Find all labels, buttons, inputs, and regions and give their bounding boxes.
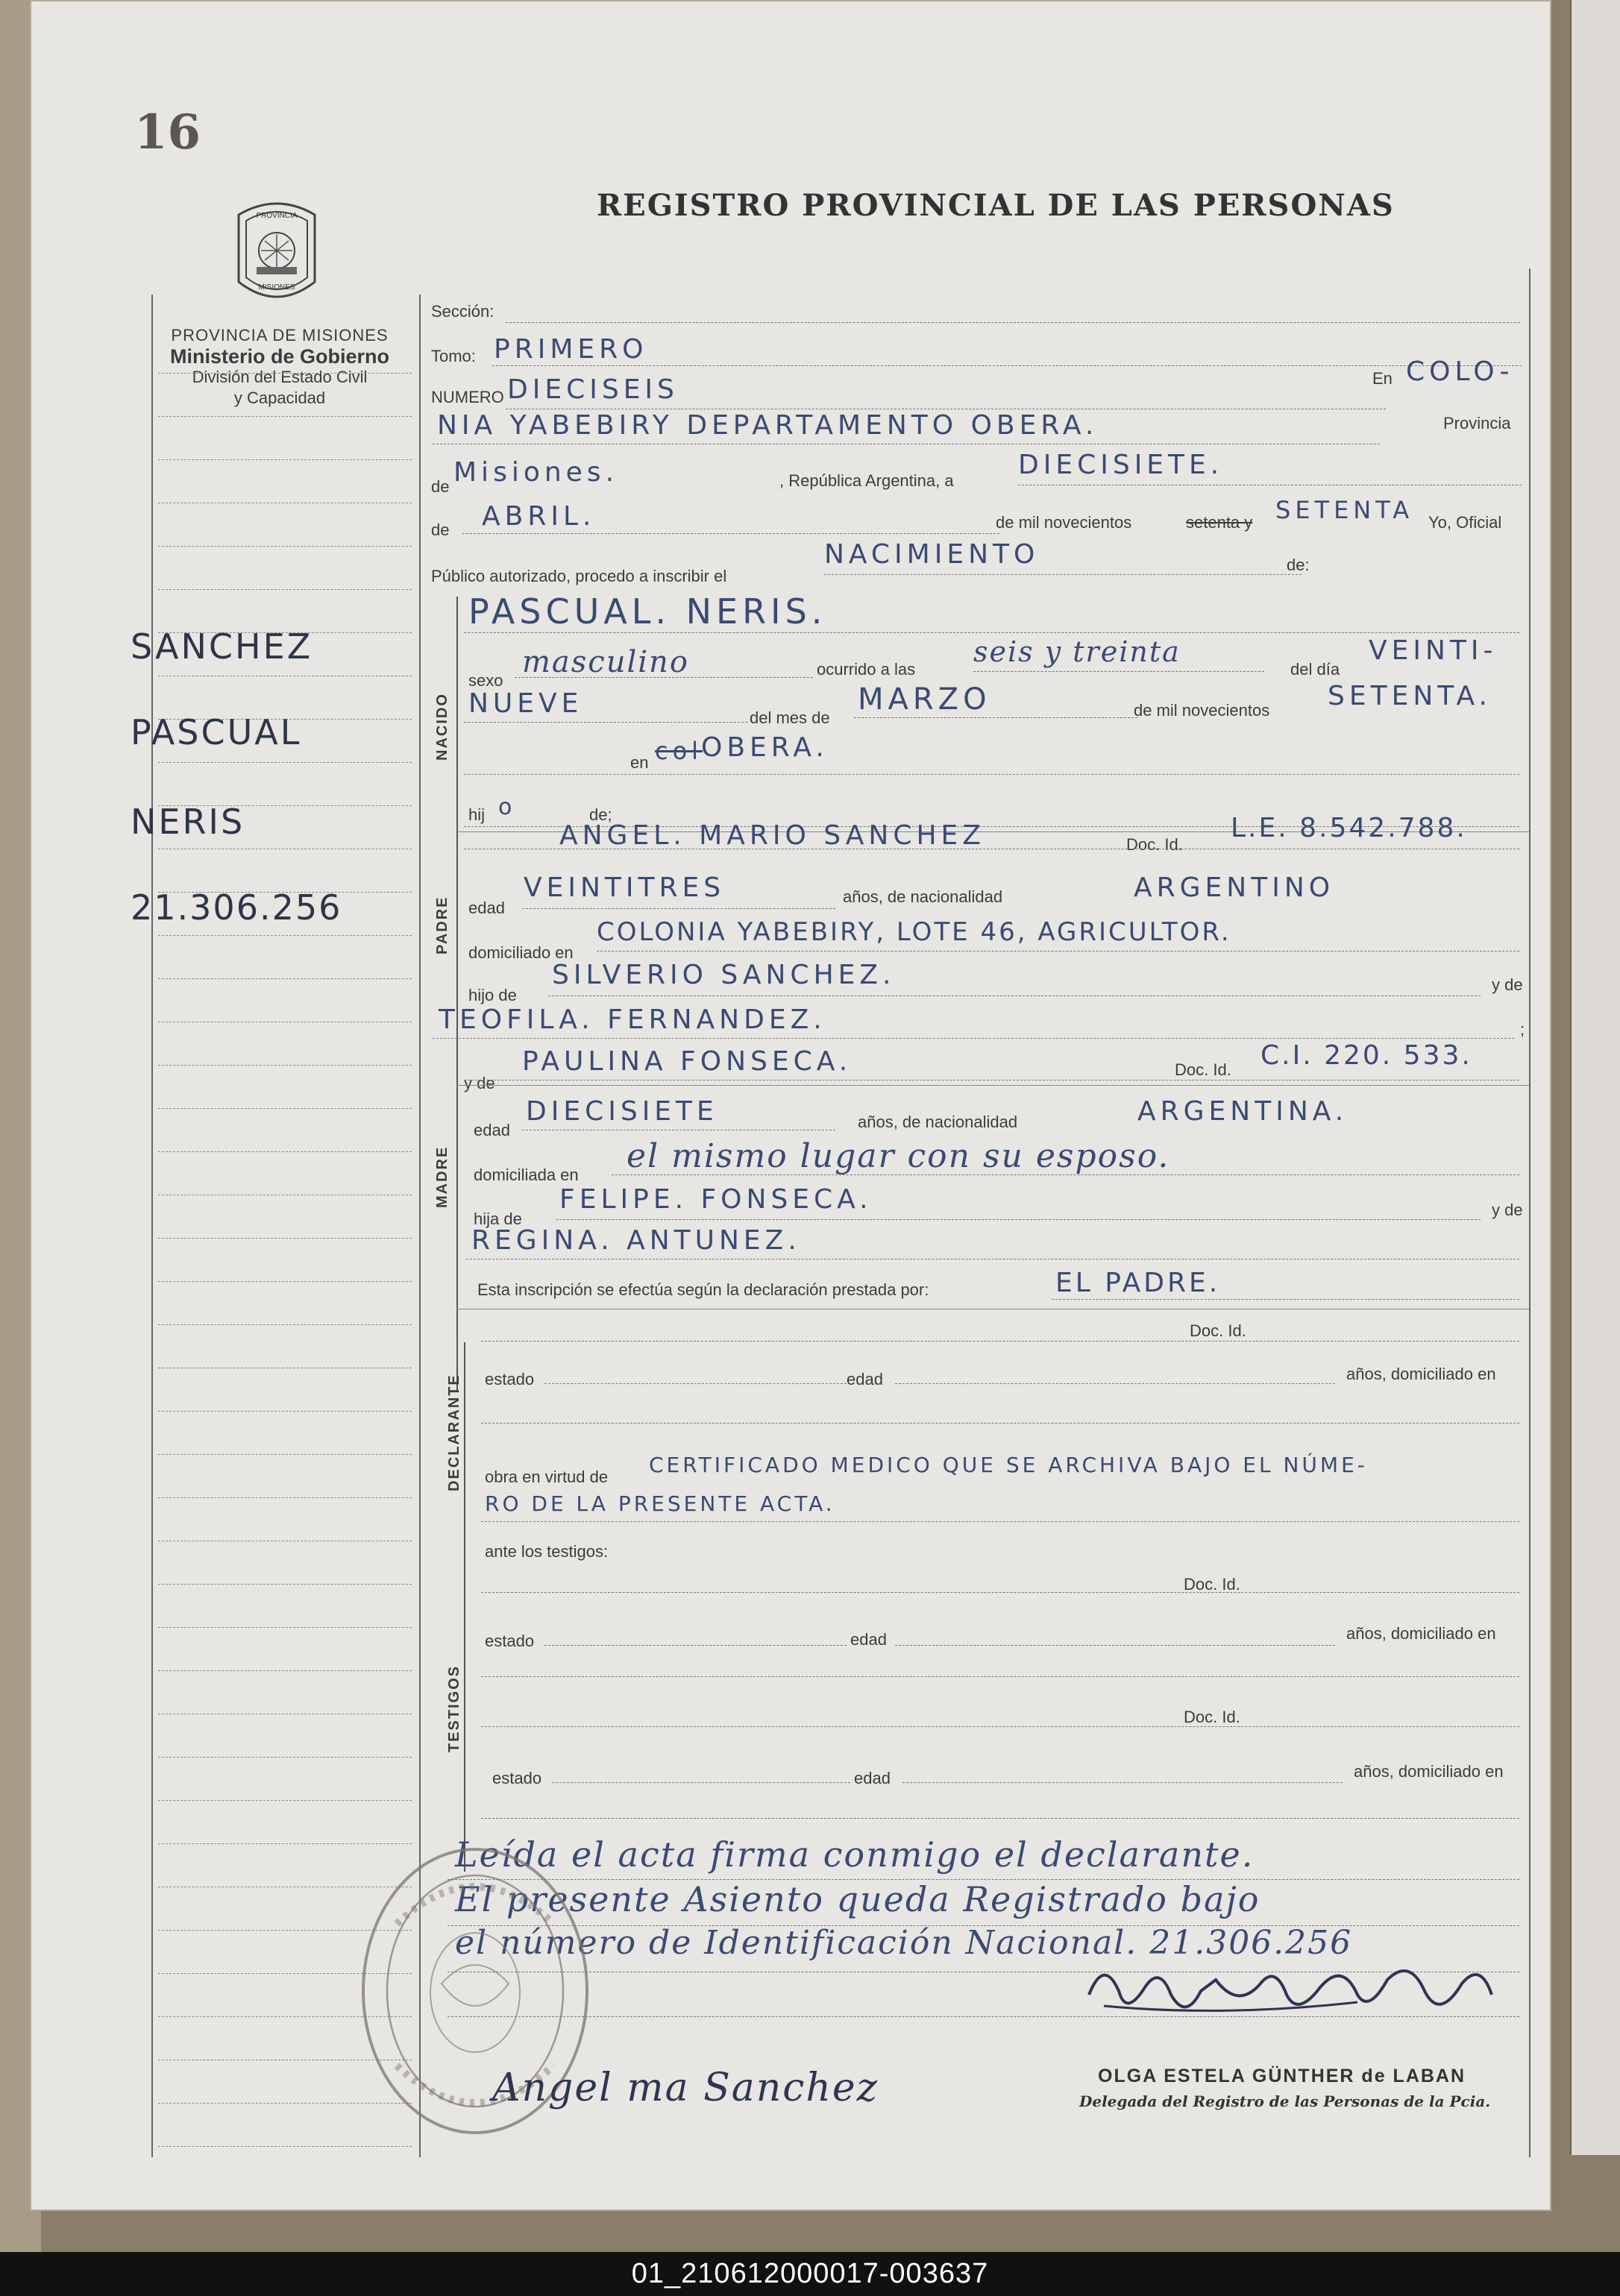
testigo2-edad-line	[902, 1782, 1343, 1783]
anio-value: SETENTA.	[1328, 681, 1492, 711]
padre-edad-line	[522, 908, 835, 909]
obra-value-1: CERTIFICADO MEDICO QUE SE ARCHIVA BAJO EL NÚME-	[649, 1453, 1368, 1477]
del-mes-label: del mes de	[750, 708, 830, 727]
margin-rule	[158, 1454, 412, 1455]
page-number: 16	[134, 104, 201, 160]
margin-id-number: 21.306.256	[131, 887, 342, 928]
madre-hija-label: hija de	[474, 1210, 522, 1228]
republica-label: , República Argentina, a	[779, 471, 954, 490]
declarante-estado-label: estado	[485, 1370, 535, 1388]
margin-rule	[158, 935, 412, 936]
declarante-edad-line	[895, 1383, 1335, 1384]
official-name: OLGA ESTELA GÜNTHER de LABAN	[1098, 2066, 1466, 2086]
margin-rule	[158, 1108, 412, 1109]
registry-title: REGISTRO PROVINCIAL DE LAS PERSONAS	[597, 188, 1395, 223]
testigo2-estado-label: estado	[492, 1769, 542, 1787]
margin-rule	[158, 546, 412, 547]
ocurrido-label: ocurrido a las	[817, 660, 916, 679]
declarante-estado-line	[544, 1383, 847, 1384]
margin-surname: SANCHEZ	[131, 626, 313, 667]
provincia-value: Misiones.	[453, 457, 619, 488]
madre-nac-value: ARGENTINA.	[1137, 1096, 1349, 1127]
margin-rule	[158, 1281, 412, 1282]
testigo1-estado-line	[544, 1645, 847, 1646]
registry-page	[30, 0, 1551, 2211]
obra-label: obra en virtud de	[485, 1468, 609, 1486]
padre-divider	[456, 1085, 1529, 1086]
mes-value: MARZO	[858, 682, 991, 717]
declarante-signature: Angel ma Sanchez	[492, 2066, 879, 2110]
closing-line-1: Leída el acta firma conmigo el declarante.	[455, 1834, 1255, 1875]
margin-rule	[158, 978, 412, 979]
testigo1-edad-label: edad	[850, 1630, 887, 1649]
padre-hijo-label: hijo de	[468, 986, 517, 1004]
lugar-nac-line	[464, 774, 1519, 775]
declarante-line	[1052, 1299, 1519, 1300]
de-label-1: de	[431, 477, 450, 496]
declarante-edad-label: edad	[847, 1370, 883, 1388]
dia-value-1: VEINTI-	[1369, 635, 1498, 666]
semicolon-label: ;	[1520, 1020, 1525, 1039]
ministry-name: Ministerio de Gobierno	[169, 345, 390, 368]
footer-bar	[0, 2252, 1620, 2296]
province-seal-icon	[231, 192, 322, 312]
madre-dom-value: el mismo lugar con su esposo.	[627, 1137, 1170, 1175]
margin-rule	[158, 1238, 412, 1239]
testigo1-doc-label: Doc. Id.	[1184, 1575, 1240, 1594]
padre-anos-nac-label: años, de nacionalidad	[843, 887, 1003, 906]
padre-madre-value: TEOFILA. FERNANDEZ.	[439, 1004, 826, 1035]
en-label: En	[1372, 369, 1393, 388]
padre-y-de-label: y de	[1492, 975, 1523, 994]
testigos-section-label: TESTIGOS	[446, 1664, 462, 1752]
mes-acta-value: ABRIL.	[482, 501, 596, 532]
dia-acta-value: DIECISIETE.	[1018, 450, 1224, 480]
margin-rule	[158, 2146, 412, 2147]
provincia-label: Provincia	[1443, 414, 1511, 433]
madre-dom-line	[612, 1174, 1519, 1175]
official-signature	[1074, 1950, 1522, 2032]
padre-edad-value: VEINTITRES	[524, 872, 726, 903]
declarante-value: EL PADRE.	[1055, 1268, 1221, 1298]
closing-line-2: El presente Asiento queda Registrado bajo	[455, 1879, 1260, 1919]
de-mil-label-2: de mil novecientos	[1134, 701, 1270, 720]
margin-rule	[158, 1757, 412, 1758]
margin-rule	[158, 416, 412, 417]
margin-rule	[158, 459, 412, 460]
padre-nombre-value: ANGEL. MARIO SANCHEZ	[559, 820, 985, 851]
margin-rule	[158, 373, 412, 374]
mes-line	[854, 717, 1137, 718]
madre-padre-value: FELIPE. FONSECA.	[559, 1184, 873, 1215]
nombre-value: PASCUAL. NERIS.	[468, 591, 827, 632]
de-colon-label: de:	[1287, 556, 1310, 574]
official-title: Delegada del Registro de las Personas de la Pcia.	[1079, 2092, 1491, 2110]
margin-rule	[158, 1411, 412, 1412]
testigos-label: ante los testigos:	[485, 1542, 609, 1561]
testigo1-anos-dom-label: años, domiciliado en	[1346, 1624, 1496, 1643]
y-de-madre-label: y de	[464, 1074, 495, 1092]
lugar-tachado: col	[655, 737, 703, 765]
en-label-2: en	[630, 753, 649, 772]
padre-dom-value: COLONIA YABEBIRY, LOTE 46, AGRICULTOR.	[597, 917, 1231, 947]
margin-rule	[158, 589, 412, 590]
margin-rule	[158, 1800, 412, 1801]
margin-rule	[158, 762, 412, 763]
closing-line-3: el número de Identificación Nacional. 21.306.256	[455, 1924, 1353, 1962]
declarante-section-label: DECLARANTE	[446, 1374, 462, 1491]
declarante-name-line	[481, 1341, 1519, 1342]
de-semi-label: de;	[589, 805, 612, 824]
testigo2-edad-label: edad	[854, 1769, 891, 1787]
tomo-line	[492, 365, 1522, 366]
obra-value-2: RO DE LA PRESENTE ACTA.	[485, 1491, 835, 1516]
madre-y-de-label: y de	[1492, 1201, 1523, 1219]
numero-value: DIECISEIS	[507, 374, 679, 405]
margin-rule	[158, 1584, 412, 1585]
testigo2-name-line	[481, 1726, 1519, 1727]
nombre-line	[464, 632, 1519, 633]
padre-section-label: PADRE	[434, 896, 450, 954]
seal-bottom-text: MISIONES	[258, 283, 295, 292]
margin-rule	[158, 1065, 412, 1066]
lugar-value-2: NIA YABEBIRY DEPARTAMENTO OBERA.	[437, 410, 1099, 441]
testigo2-anos-dom-label: años, domiciliado en	[1354, 1762, 1504, 1781]
margin-rule	[158, 1670, 412, 1671]
madre-section-label: MADRE	[434, 1145, 450, 1208]
padre-edad-label: edad	[468, 899, 505, 917]
numero-label: NUMERO	[431, 388, 504, 406]
madre-doc-value: C.I. 220. 533.	[1260, 1040, 1472, 1071]
margin-rule	[158, 1151, 412, 1152]
padre-section-bar	[456, 831, 458, 1145]
division-line-1: División del Estado Civil	[192, 368, 368, 386]
testigo1-edad-line	[895, 1645, 1335, 1646]
publico-label: Público autorizado, procedo a inscribir el	[431, 567, 727, 585]
testigos-section-bar	[464, 1566, 465, 1872]
testigo2-estado-line	[552, 1782, 850, 1783]
seal-top-text: PROVINCIA	[256, 212, 298, 220]
dia-line	[464, 722, 747, 723]
acto-value: NACIMIENTO	[824, 539, 1040, 570]
acto-line	[824, 574, 1302, 575]
anio-acta-value: SETENTA	[1275, 496, 1414, 524]
margin-rule	[158, 1324, 412, 1325]
madre-nombre-line	[464, 1080, 1519, 1081]
testigo1-dom-line	[481, 1676, 1519, 1677]
madre-padre-line	[556, 1219, 1481, 1220]
padre-dom-label: domiciliado en	[468, 943, 574, 962]
division-line-2: y Capacidad	[233, 389, 326, 407]
declarante-anos-dom-label: años, domiciliado en	[1346, 1365, 1496, 1383]
padre-doc-label: Doc. Id.	[1126, 835, 1183, 854]
nacido-section-label: NACIDO	[434, 693, 450, 761]
province-name: PROVINCIA DE MISIONES	[171, 326, 389, 345]
madre-dom-label: domiciliada en	[474, 1166, 579, 1184]
declarante-dom-line	[481, 1423, 1519, 1424]
padre-dom-line	[597, 951, 1519, 952]
sexo-label: sexo	[468, 671, 503, 690]
margin-first-name: PASCUAL	[131, 712, 302, 752]
footer-reference: 01_210612000017-003637	[631, 2258, 989, 2289]
seccion-line	[506, 322, 1520, 323]
declarante-doc-label: Doc. Id.	[1190, 1321, 1246, 1340]
madre-madre-value: REGINA. ANTUNEZ.	[471, 1225, 801, 1256]
sexo-value: masculino	[522, 645, 689, 679]
hora-line	[973, 671, 1264, 672]
obra-line	[481, 1521, 1519, 1522]
padre-doc-value: L.E. 8.542.788.	[1231, 813, 1467, 843]
hij-label: hij	[468, 805, 486, 824]
testigo2-doc-label: Doc. Id.	[1184, 1708, 1240, 1726]
de-label-2: de	[431, 520, 450, 539]
madre-edad-label: edad	[474, 1121, 510, 1139]
de-mil-label: de mil novecientos	[996, 513, 1132, 532]
margin-rule	[158, 1627, 412, 1628]
hij-suffix-value: o	[498, 794, 512, 820]
declaracion-label: Esta inscripción se efectúa según la declaración prestada por:	[477, 1280, 929, 1299]
del-dia-label: del día	[1290, 660, 1340, 679]
seccion-label: Sección:	[431, 302, 495, 321]
dia-value-2: NUEVE	[468, 688, 583, 719]
adjacent-page-edge	[1570, 0, 1620, 2155]
tomo-label: Tomo:	[431, 347, 476, 365]
lugar-nac-value: OBERA.	[701, 732, 829, 763]
hora-value: seis y treinta	[973, 635, 1181, 668]
padre-padre-value: SILVERIO SANCHEZ.	[552, 960, 896, 990]
tomo-value: PRIMERO	[494, 334, 648, 365]
anio-tachado: setenta y	[1186, 513, 1253, 532]
madre-section-bar	[456, 1137, 458, 1391]
lugar-value-1: COLO-	[1406, 356, 1514, 387]
testigo1-name-line	[481, 1592, 1519, 1593]
margin-middle-name: NERIS	[131, 802, 245, 842]
padre-nac-value: ARGENTINO	[1134, 872, 1335, 903]
testigo2-dom-line	[481, 1818, 1519, 1819]
testigo1-estado-label: estado	[485, 1632, 535, 1650]
yo-oficial-label: Yo, Oficial	[1428, 513, 1502, 532]
margin-rule	[158, 1497, 412, 1498]
madre-edad-value: DIECISIETE	[526, 1096, 718, 1127]
sexo-line	[515, 677, 813, 678]
madre-nombre-value: PAULINA FONSECA.	[522, 1046, 853, 1077]
madre-doc-label: Doc. Id.	[1175, 1060, 1231, 1079]
madre-anos-nac-label: años, de nacionalidad	[858, 1113, 1018, 1131]
padre-madre-line	[433, 1038, 1514, 1039]
mes-acta-line	[462, 533, 999, 534]
